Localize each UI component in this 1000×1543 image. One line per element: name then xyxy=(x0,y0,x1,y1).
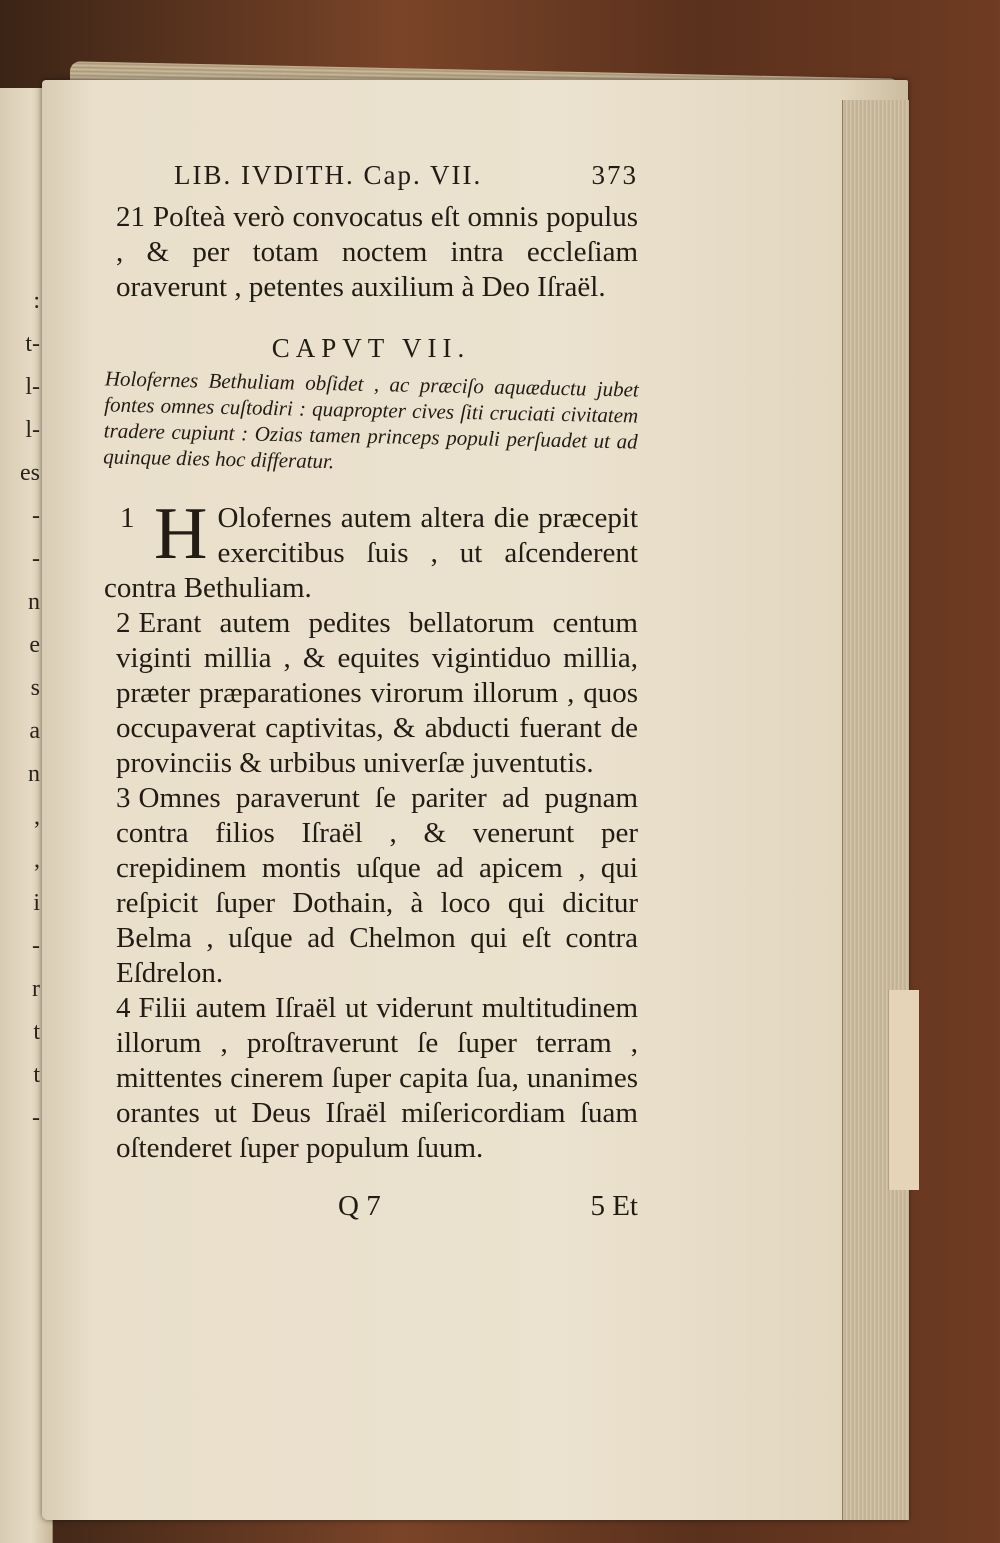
verse-text: Omnes paraverunt ſe pariter ad pugnam contra filios Iſraël , & venerunt per crepidinem montis uſque ad apicem , qui reſpicit ſuper Dothain, à loco qui dicitur Belma , uſque ad Chelmon qui eſt contra Eſdrelon. xyxy=(116,782,638,989)
chapter-summary: Holofernes Bethuliam obſidet , ac præciſo aquæductu jubet fontes omnes cuſtodiri : quapropter cives ſiti cruciati civitatem tradere cupiunt : Ozias tamen princeps populi perſuadet ut ad quinque dies hoc differatur. xyxy=(102,366,640,474)
signature-mark: Q 7 xyxy=(338,1190,381,1222)
verse-21 xyxy=(104,200,638,305)
verse-text: Filii autem Iſraël ut viderunt multitudinem illorum , proſtraverunt ſe ſuper terram , mittentes cinerem ſuper capita ſua, unanimes orantes ut Deus Iſraël miſericordiam ſuam oſtenderet ſuper populum ſuum. xyxy=(116,992,638,1164)
page-footer xyxy=(104,1190,638,1223)
verse-4 xyxy=(104,991,638,1166)
margin-fragment: e xyxy=(29,632,40,658)
verse-1 xyxy=(104,493,638,606)
margin-fragment: t- xyxy=(25,331,40,357)
verse-text: Erant autem pedites bellatorum centum viginti millia , & equites vigintiduo millia, præter præparationes virorum illorum , quos occupaverat captivitas, & abducti fuerant de provinciis & urbibus univerſæ juventutis. xyxy=(116,607,638,779)
running-title: LIB. IVDITH. Cap. VII. xyxy=(174,160,483,190)
margin-fragment: a xyxy=(29,718,40,744)
verse-number: 1 xyxy=(120,502,135,534)
page-number: 373 xyxy=(591,160,638,190)
margin-fragment: , xyxy=(34,847,40,873)
margin-fragment: : xyxy=(33,288,40,314)
previous-page-margin-text xyxy=(0,288,40,1148)
verse-3 xyxy=(104,781,638,991)
margin-fragment: n xyxy=(28,589,40,615)
margin-fragment: i xyxy=(33,890,40,916)
margin-fragment: - xyxy=(32,933,40,959)
margin-fragment: r xyxy=(32,976,40,1002)
verse-text: Olofernes autem altera die præcepit exercitibus ſuis , ut aſcenderent contra Bethuliam. xyxy=(104,502,638,604)
verse-number: 4 xyxy=(116,992,131,1024)
margin-fragment: - xyxy=(32,546,40,572)
margin-fragment: t xyxy=(33,1062,40,1088)
margin-fragment: , xyxy=(34,804,40,830)
running-header xyxy=(104,160,638,200)
drop-cap: H xyxy=(154,493,208,575)
page-block-fore-edge xyxy=(842,100,909,1520)
verse-number: 3 xyxy=(116,782,131,814)
margin-fragment: es xyxy=(20,460,40,486)
paper-tab xyxy=(888,990,919,1190)
chapter-heading: CAPVT VII. xyxy=(271,333,471,363)
verse-number: 21 xyxy=(116,201,145,233)
verse-2 xyxy=(104,606,638,781)
margin-fragment: n xyxy=(28,761,40,787)
page-text xyxy=(104,160,638,1223)
margin-fragment: l- xyxy=(25,417,40,443)
catchword: 5 Et xyxy=(590,1190,638,1222)
verse-text: Poſteà verò convocatus eſt omnis populus , & per totam noctem intra eccleſiam oraverunt , petentes auxilium à Deo Iſraël. xyxy=(116,201,638,303)
margin-fragment: l- xyxy=(25,374,40,400)
margin-fragment: s xyxy=(30,675,40,701)
margin-fragment: - xyxy=(32,1105,40,1131)
verse-number: 2 xyxy=(116,607,131,639)
margin-fragment: t xyxy=(33,1019,40,1045)
margin-fragment: - xyxy=(32,503,40,529)
